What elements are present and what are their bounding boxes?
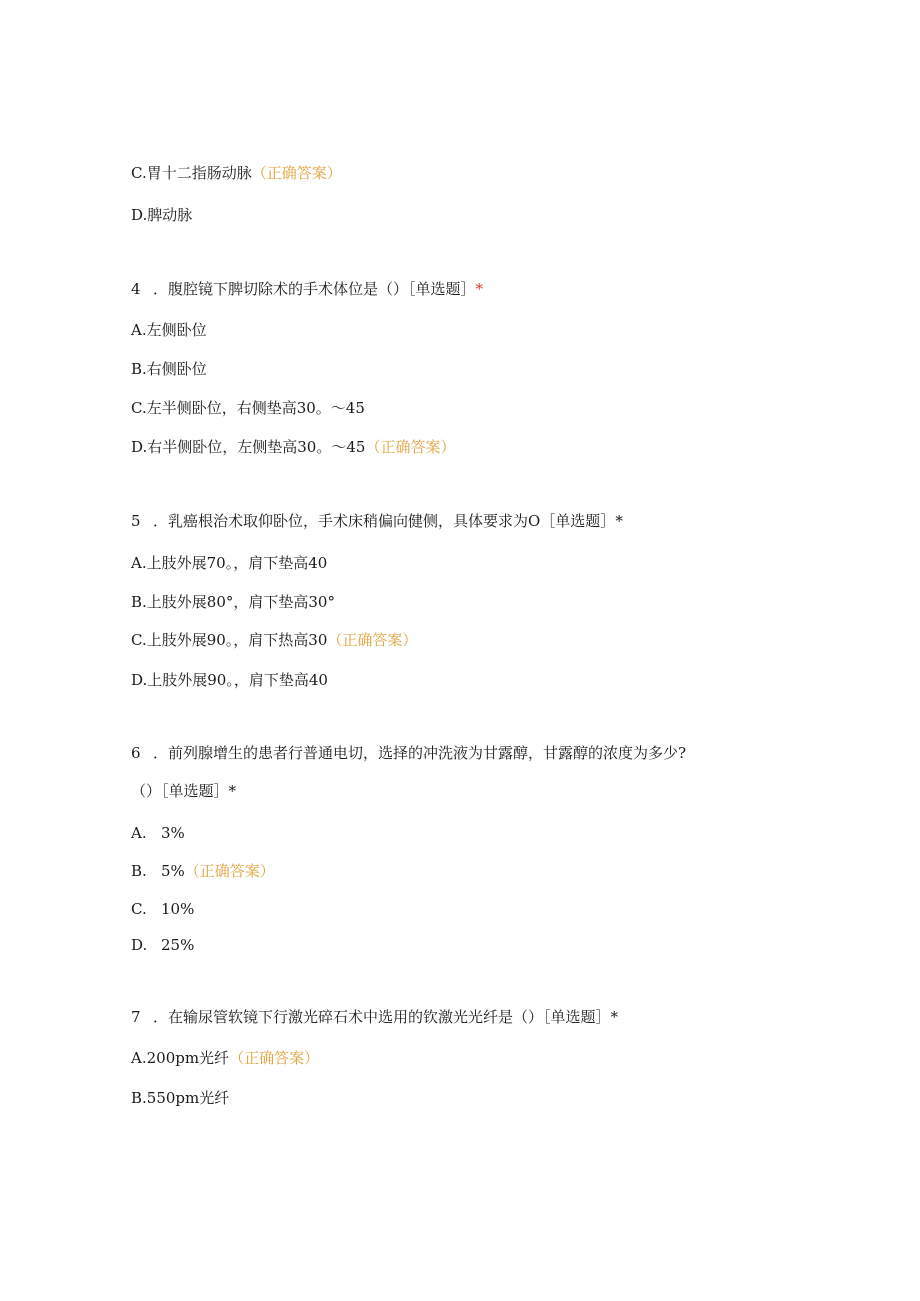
- question-number: 6: [131, 744, 141, 762]
- option-letter: D.: [131, 936, 148, 954]
- option-text: A.左侧卧位: [131, 321, 207, 339]
- option-text: C.上肢外展90。，肩下热高30: [131, 631, 328, 649]
- option-letter: B.: [131, 862, 147, 880]
- option-text: A.上肢外展70。，肩下垫高40: [131, 554, 328, 572]
- question-number: 7: [131, 1008, 141, 1026]
- option-row: [131, 1088, 229, 1108]
- required-star: *: [615, 512, 623, 530]
- option-text: B.上肢外展80°，肩下垫高30°: [131, 593, 335, 611]
- required-star: *: [610, 1008, 619, 1026]
- option-text: C.胃十二指肠动脉: [131, 164, 252, 182]
- option-row: [131, 553, 327, 573]
- option-text: B.右侧卧位: [131, 360, 207, 378]
- question-title: [131, 279, 483, 299]
- correct-answer-tag: （正确答案）: [229, 1049, 320, 1067]
- question-title: [131, 1007, 618, 1027]
- question-text: ．在输尿管软镜下行激光碎石术中选用的钦激光光纤是（）［单选题］: [153, 1008, 611, 1026]
- option-row: [131, 320, 207, 340]
- option-value: 3%: [161, 824, 185, 842]
- option-row: [131, 861, 275, 881]
- option-letter: C.: [131, 900, 147, 918]
- option-row: [131, 205, 192, 225]
- correct-answer-tag: （正确答案）: [327, 631, 418, 649]
- question-text: ．腹腔镜下脾切除术的手术体位是（）［单选题］: [153, 280, 476, 298]
- correct-answer-tag: （正确答案）: [184, 862, 275, 880]
- option-row: [131, 899, 194, 919]
- option-row: [131, 630, 417, 650]
- required-star: *: [228, 782, 237, 800]
- option-text: D.右半侧卧位，左侧垫高30。〜45: [131, 438, 366, 456]
- option-row: [131, 935, 194, 955]
- correct-answer-tag: （正确答案）: [251, 164, 342, 182]
- option-text: D.上肢外展90。，肩下垫高40: [131, 671, 328, 689]
- option-value: 25%: [161, 936, 195, 954]
- question-title-continued: [131, 781, 236, 801]
- question-title: [131, 743, 686, 763]
- option-row: [131, 359, 207, 379]
- option-row: [131, 670, 328, 690]
- option-letter: A.: [131, 824, 147, 842]
- option-value: 5%: [161, 862, 185, 880]
- option-text: C.左半侧卧位，右侧垫高30。〜45: [131, 399, 365, 417]
- question-text: （）［单选题］: [131, 782, 229, 800]
- option-text: A.200pm光纤: [131, 1049, 230, 1067]
- question-number: 5: [131, 512, 141, 530]
- question-number: 4: [131, 280, 141, 298]
- required-star: *: [475, 280, 484, 298]
- option-text: D.脾动脉: [131, 206, 193, 224]
- option-row: [131, 592, 335, 612]
- question-text: ．乳癌根治术取仰卧位，手术床稍偏向健侧，具体要求为O［单选题］: [153, 512, 616, 530]
- option-row: [131, 163, 342, 183]
- option-row: [131, 398, 365, 418]
- question-title: [131, 511, 623, 531]
- option-row: [131, 437, 455, 457]
- option-row: [131, 1048, 319, 1068]
- question-text: ．前列腺增生的患者行普通电切，选择的冲洗液为甘露醇，甘露醇的浓度为多少?: [153, 744, 687, 762]
- option-text: B.550pm光纤: [131, 1089, 230, 1107]
- correct-answer-tag: （正确答案）: [365, 438, 456, 456]
- option-value: 10%: [161, 900, 195, 918]
- option-row: [131, 823, 185, 843]
